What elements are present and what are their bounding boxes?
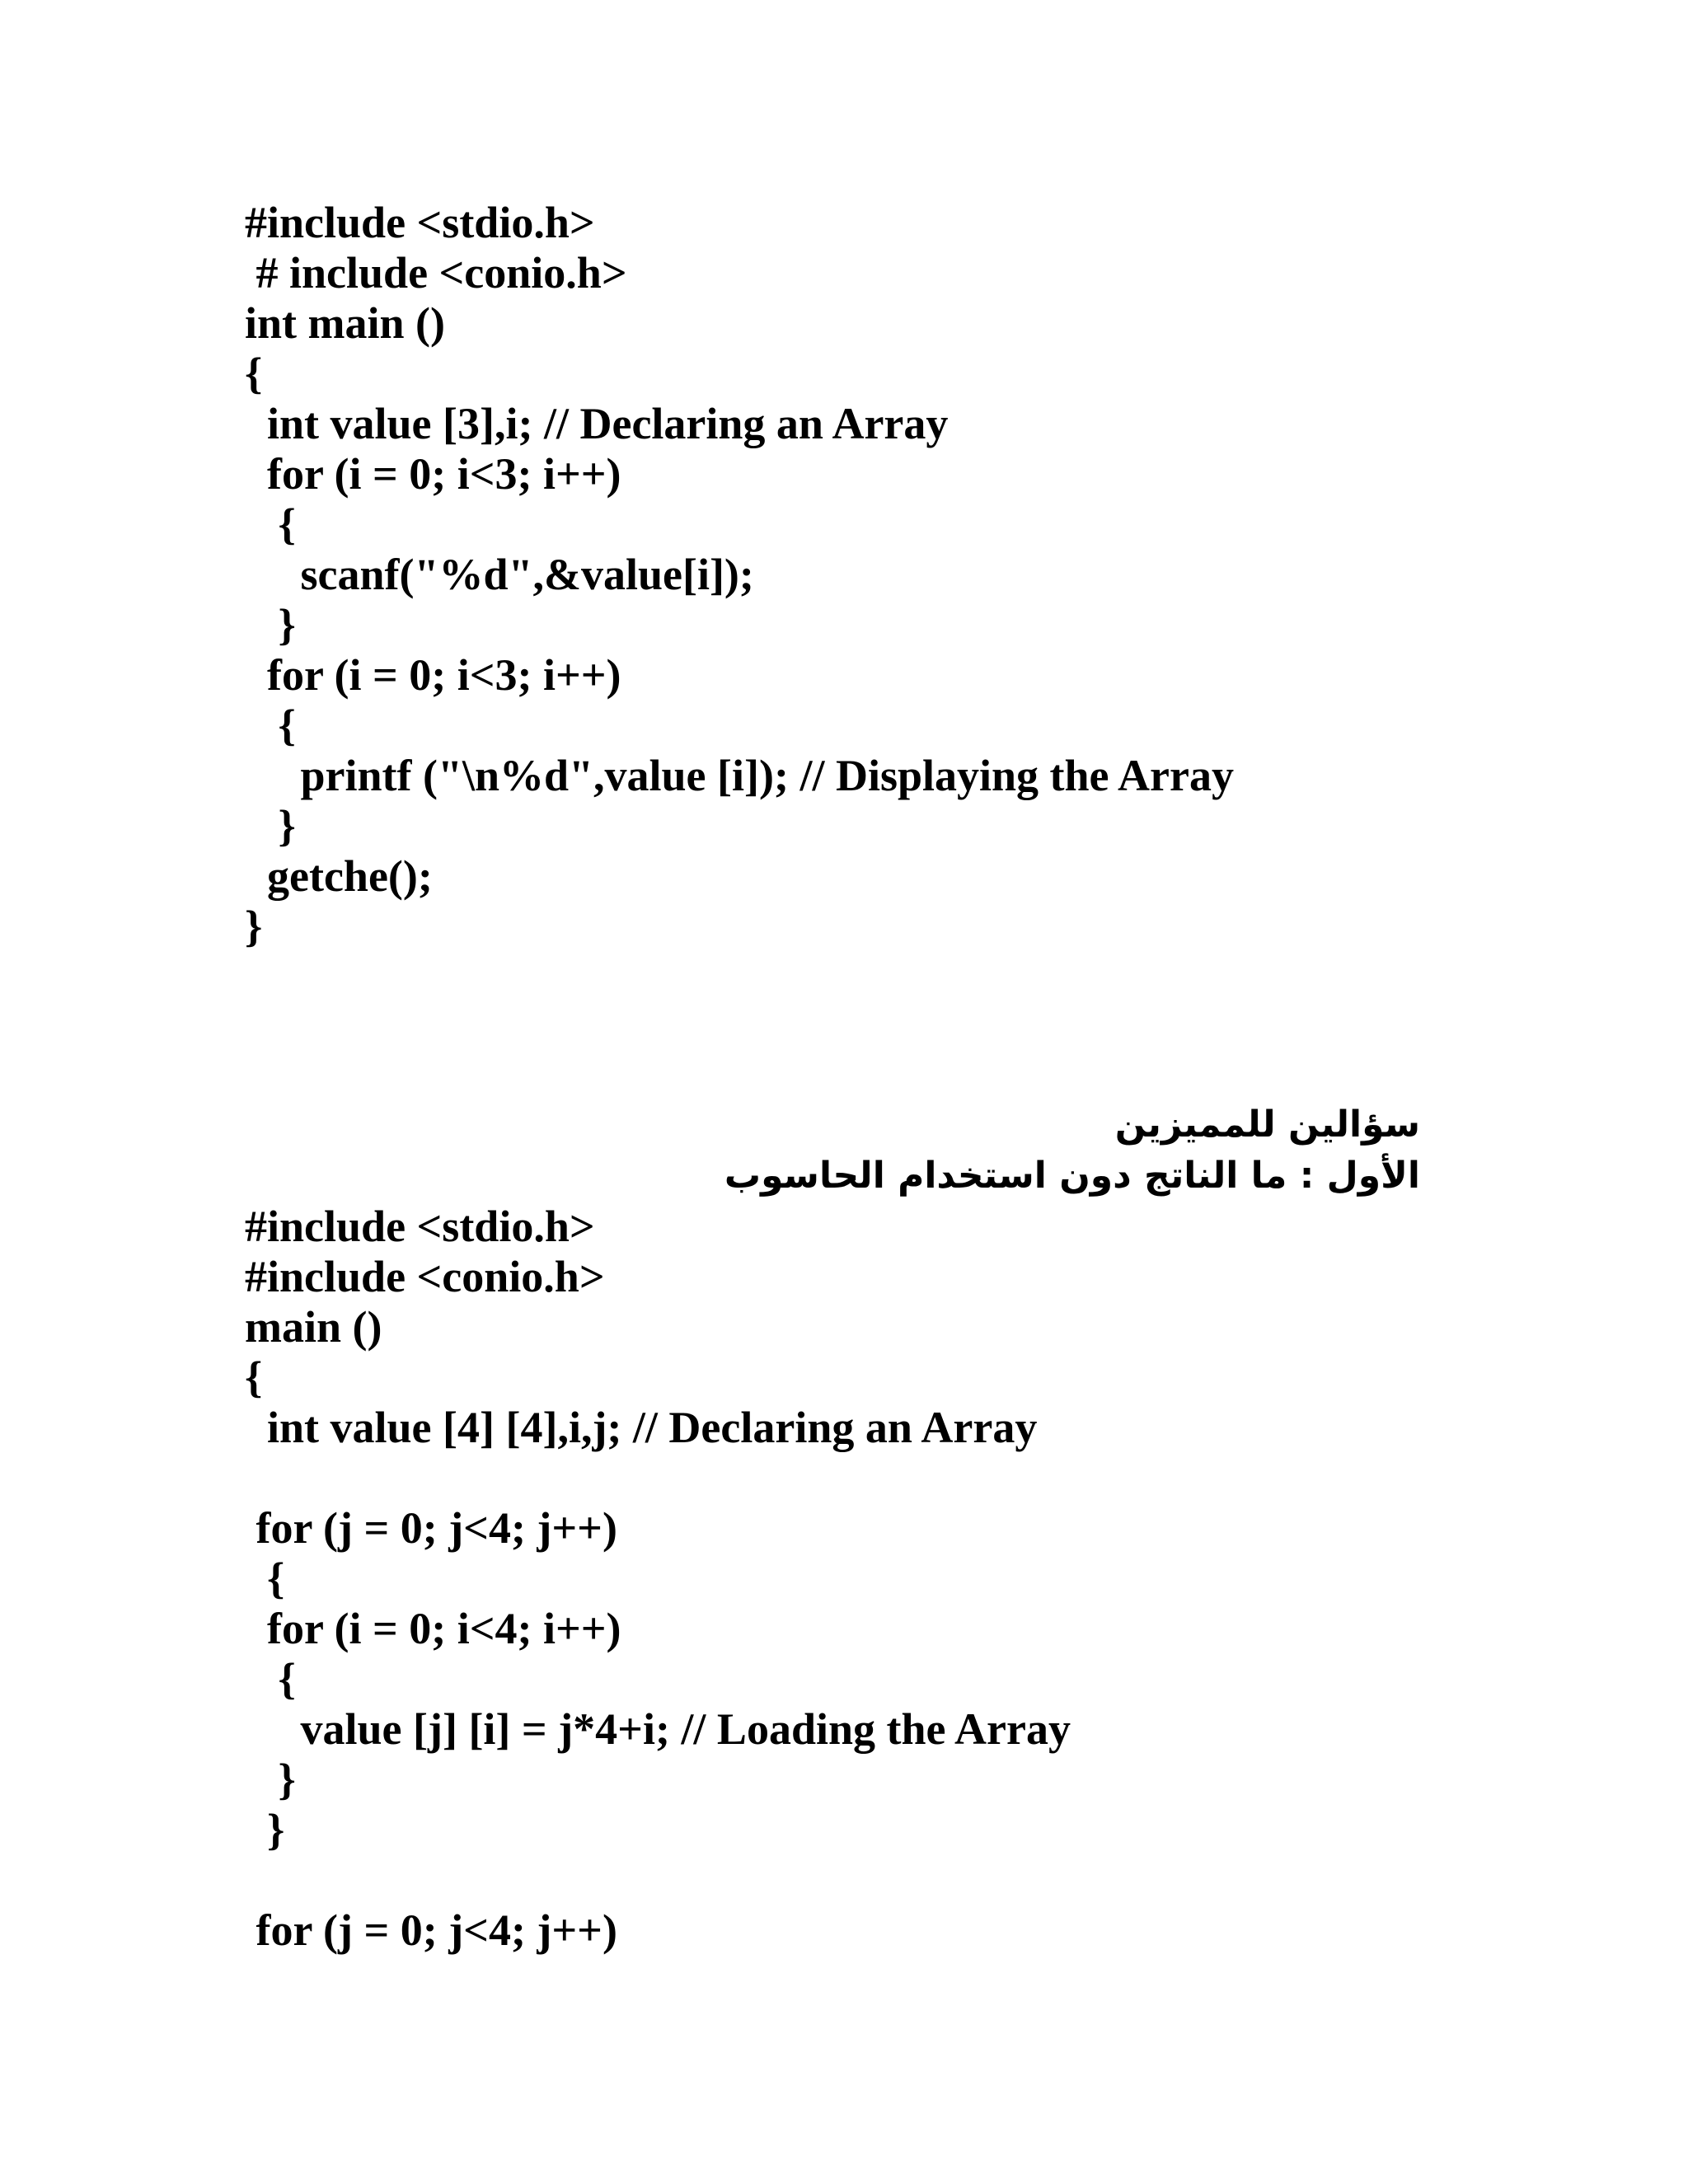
code-line: scanf("%d",&value[i]);	[245, 550, 754, 599]
code-line: {	[245, 701, 296, 750]
code-line: {	[245, 349, 263, 398]
question-heading: سؤالين للمميزين	[1114, 1104, 1420, 1146]
code-line: printf ("\n%d",value [i]); // Displaying the Array	[245, 751, 1234, 800]
code-line: }	[245, 1805, 285, 1854]
code-line: for (i = 0; i<4; i++)	[245, 1604, 621, 1653]
code-line: {	[245, 499, 296, 549]
code-line: #include <conio.h>	[245, 1252, 605, 1301]
question-first: الأول : ما الناتج دون استخدام الحاسوب	[724, 1155, 1420, 1197]
code-line: # include <conio.h>	[245, 248, 627, 298]
code-line: }	[245, 801, 296, 851]
code-line: #include <stdio.h>	[245, 1202, 595, 1251]
code-line: {	[245, 1352, 263, 1402]
code-line: }	[245, 1755, 296, 1804]
code-line: }	[245, 902, 263, 951]
code-line: int value [3],i; // Declaring an Array	[245, 399, 949, 448]
code-line: for (i = 0; i<3; i++)	[245, 650, 621, 700]
code-line: for (i = 0; i<3; i++)	[245, 449, 621, 499]
code-line: #include <stdio.h>	[245, 198, 595, 247]
code-line: for (j = 0; j<4; j++)	[245, 1503, 617, 1553]
code-line: value [j] [i] = j*4+i; // Loading the Array	[245, 1704, 1071, 1754]
code-line: int value [4] [4],i,j; // Declaring an Array	[245, 1403, 1038, 1452]
code-line: main ()	[245, 1302, 382, 1352]
code-line: {	[245, 1654, 296, 1704]
code-line: for (j = 0; j<4; j++)	[245, 1905, 617, 1955]
code-line: }	[245, 600, 296, 649]
code-line: getche();	[245, 851, 433, 901]
code-line: {	[245, 1554, 285, 1603]
code-line: int main ()	[245, 298, 445, 348]
